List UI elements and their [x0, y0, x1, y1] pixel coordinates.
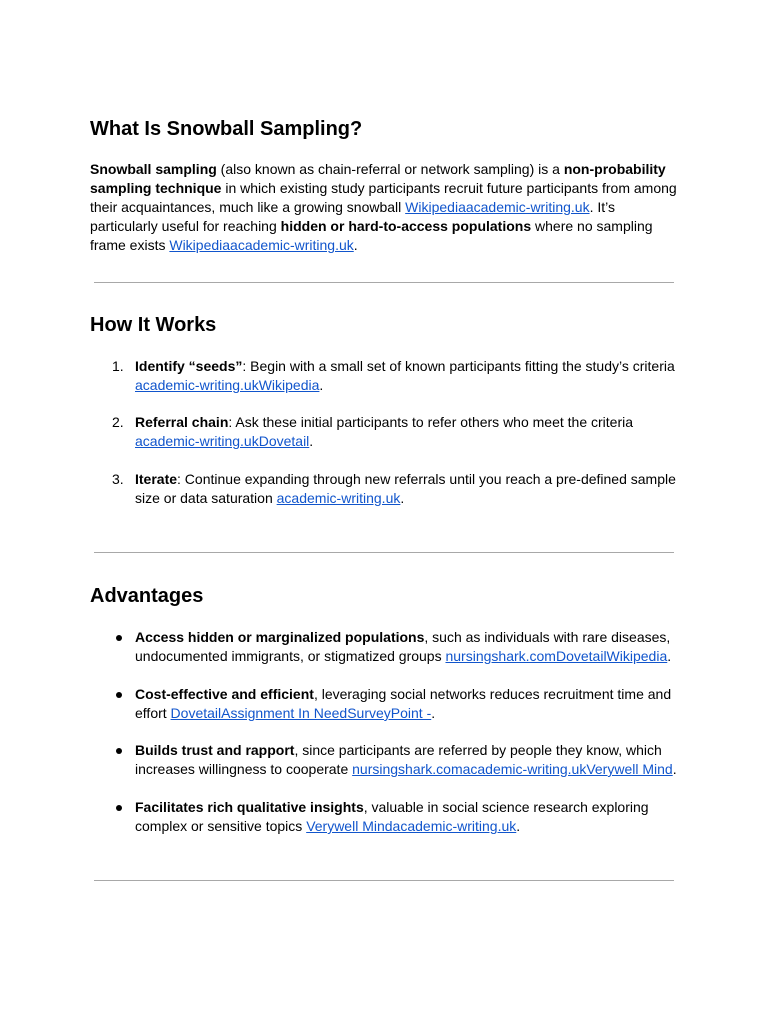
intro-paragraph	[90, 160, 680, 255]
bullet-icon	[116, 635, 122, 641]
section-divider	[94, 282, 674, 283]
step-source-link[interactable]: academic-writing.ukDovetail	[135, 433, 310, 449]
intro-text-1: (also known as chain-referral or network sampling) is a	[216, 161, 564, 177]
advantage-end: .	[667, 648, 672, 664]
advantage-title: Access hidden or marginalized populations	[135, 629, 425, 645]
bullet-icon	[116, 748, 122, 754]
advantage-text: , valuable in social science research exploring complex or sensitive topics	[135, 799, 649, 834]
advantage-source-link[interactable]: Verywell Mindacademic-writing.uk	[306, 818, 517, 834]
list-item	[90, 470, 680, 508]
advantage-text: , since participants are referred by people they know, which increases willingness to cooperate	[135, 742, 662, 777]
advantage-end: .	[431, 705, 436, 721]
step-end: .	[309, 433, 314, 449]
list-number: 2.	[112, 414, 124, 430]
list-number: 3.	[112, 471, 124, 487]
step-end: .	[319, 377, 324, 393]
step-source-link[interactable]: academic-writing.ukWikipedia	[135, 377, 320, 393]
intro-text-4: where no sampling frame exists	[90, 218, 653, 253]
term-non-probability: non-probability sampling technique	[90, 161, 666, 196]
term-hidden-populations: hidden or hard-to-access populations	[280, 218, 532, 234]
step-source-link[interactable]: academic-writing.uk	[276, 490, 401, 506]
intro-source-link-1[interactable]: Wikipediaacademic-writing.uk	[405, 199, 590, 215]
advantage-title: Builds trust and rapport	[135, 742, 295, 758]
bullet-icon	[116, 805, 122, 811]
step-text: : Ask these initial participants to refer others who meet the criteria	[228, 414, 634, 430]
step-end: .	[400, 490, 405, 506]
advantage-source-link[interactable]: DovetailAssignment In NeedSurveyPoint -	[170, 705, 432, 721]
heading-advantages: Advantages	[90, 585, 204, 607]
advantage-source-link[interactable]: nursingshark.comacademic-writing.ukVerywell Mind	[352, 761, 673, 777]
advantage-end: .	[516, 818, 521, 834]
step-title: Iterate	[135, 471, 178, 487]
intro-text-5: .	[353, 237, 358, 253]
step-title: Identify “seeds”	[135, 358, 243, 374]
term-snowball-sampling: Snowball sampling	[90, 161, 217, 177]
advantage-end: .	[672, 761, 677, 777]
heading-what-is-snowball-sampling: What Is Snowball Sampling?	[90, 118, 363, 140]
section-divider	[94, 552, 674, 553]
list-item	[90, 357, 680, 395]
advantage-text: , such as individuals with rare diseases, undocumented immigrants, or stigmatized groups	[135, 629, 671, 664]
list-item	[90, 741, 680, 779]
list-item	[90, 685, 680, 723]
list-item	[90, 628, 680, 666]
step-title: Referral chain	[135, 414, 229, 430]
intro-text-3: . It’s particularly useful for reaching	[90, 199, 615, 234]
intro-text-2: in which existing study participants recruit future participants from among their acquaintances, much like a growing snowball	[90, 180, 677, 215]
list-item	[90, 798, 680, 836]
advantage-source-link[interactable]: nursingshark.comDovetailWikipedia	[445, 648, 668, 664]
step-text: : Continue expanding through new referrals until you reach a pre-defined sample size or data saturation	[135, 471, 676, 506]
advantage-text: , leveraging social networks reduces recruitment time and effort	[135, 686, 672, 721]
advantage-title: Cost-effective and efficient	[135, 686, 314, 702]
advantage-title: Facilitates rich qualitative insights	[135, 799, 364, 815]
heading-how-it-works: How It Works	[90, 314, 217, 336]
section-divider	[94, 880, 674, 881]
step-text: : Begin with a small set of known participants fitting the study’s criteria	[242, 358, 675, 374]
intro-source-link-2[interactable]: Wikipediaacademic-writing.uk	[169, 237, 354, 253]
bullet-icon	[116, 692, 122, 698]
list-item	[90, 413, 680, 451]
list-number: 1.	[112, 358, 124, 374]
